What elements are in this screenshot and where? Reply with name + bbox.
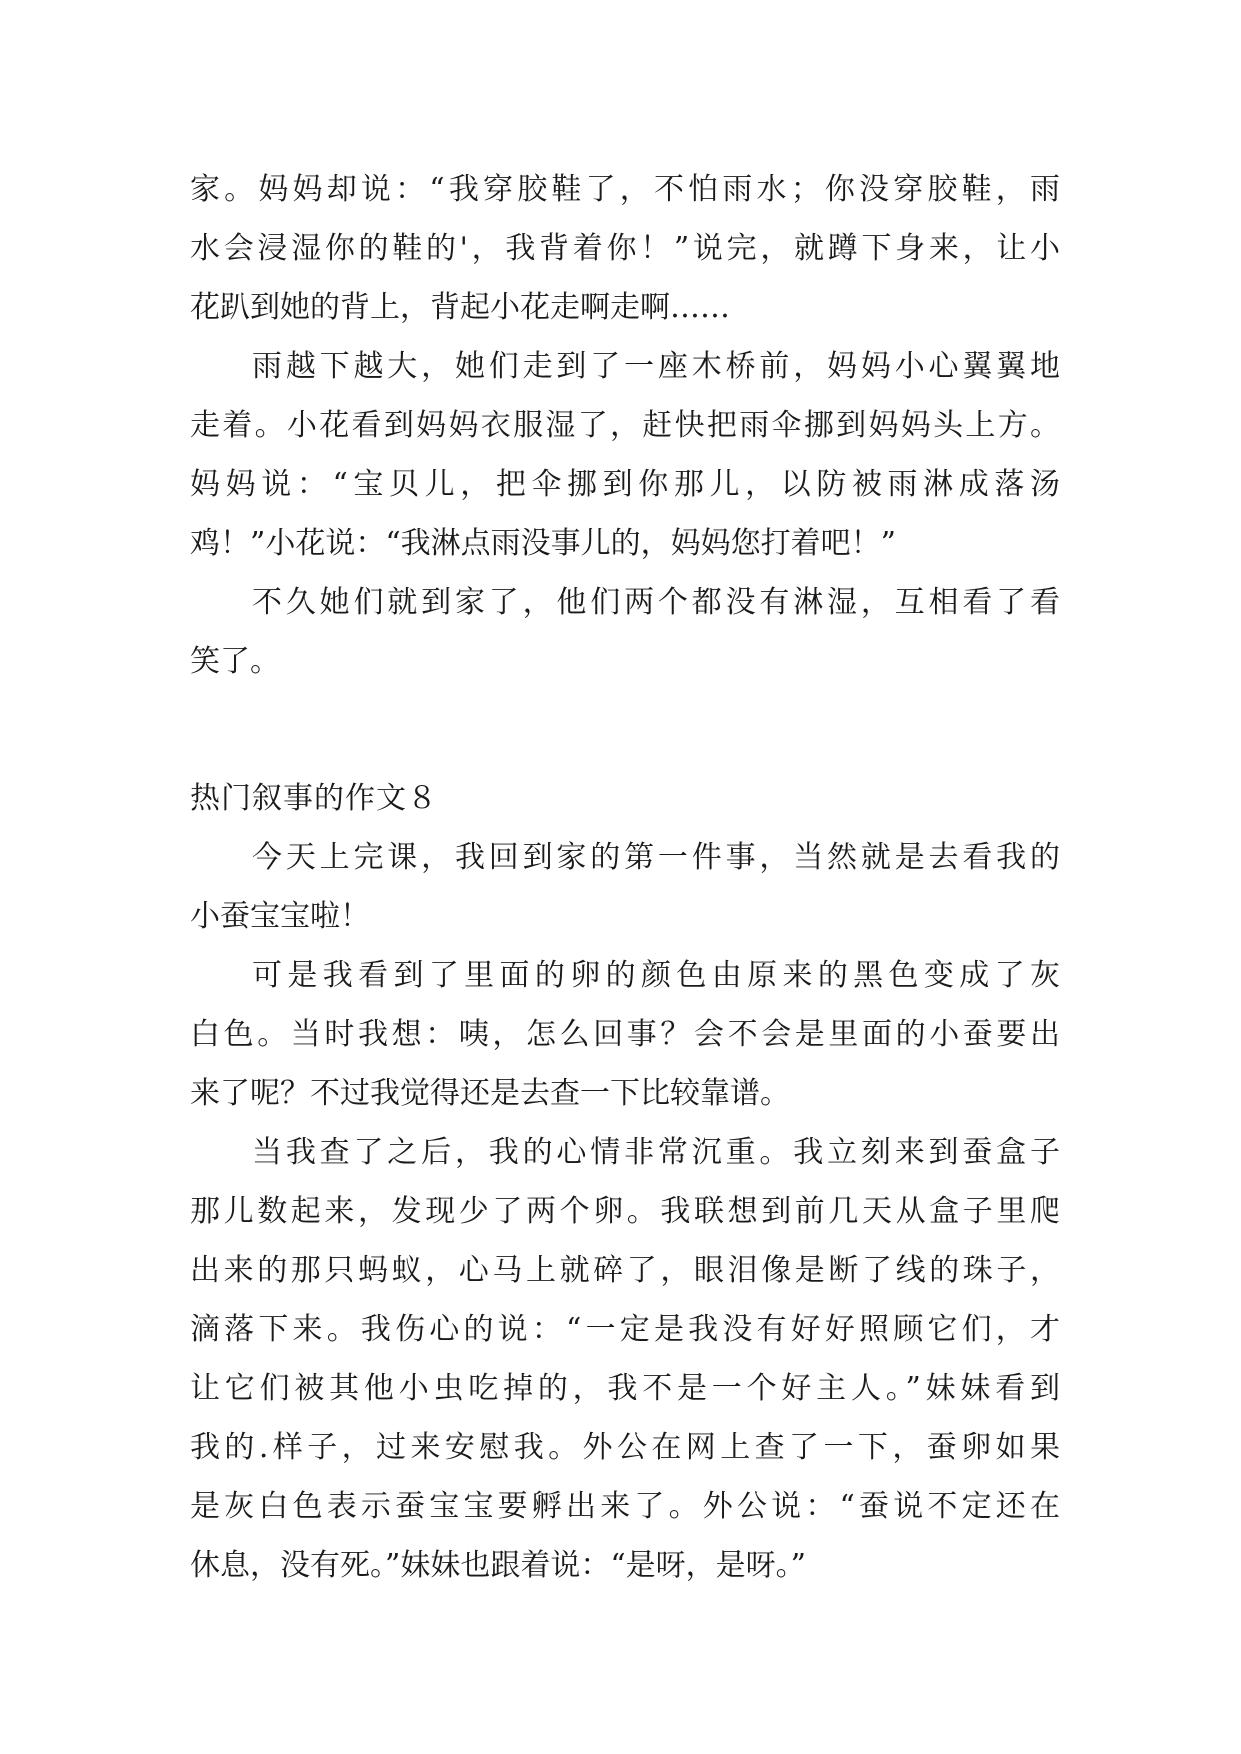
text-line: 花趴到她的背上，背起小花走啊走啊…… [190, 290, 730, 325]
text-line: 让它们被其他小虫吃掉的，我不是一个好主人。”妹妹看到 [190, 1371, 1060, 1406]
paragraph [190, 946, 1060, 1123]
text-line: 小蚕宝宝啦！ [190, 899, 370, 934]
text-line: 我的.样子，过来安慰我。外公在网上查了一下，蚕卵如果 [190, 1430, 1060, 1465]
text-line: 笑了。 [190, 644, 280, 679]
text-line: 走着。小花看到妈妈衣服湿了，赶快把雨伞挪到妈妈头上方。 [190, 408, 1060, 443]
text-line: 可是我看到了里面的卵的颜色由原来的黑色变成了灰 [252, 958, 1060, 993]
text-line: 水会浸湿你的鞋的'，我背着你！”说完，就蹲下身来，让小 [190, 231, 1060, 266]
text-line: 是灰白色表示蚕宝宝要孵出来了。外公说：“蚕说不定还在 [190, 1489, 1060, 1524]
text-line: 白色。当时我想：咦，怎么回事？会不会是里面的小蚕要出 [190, 1017, 1060, 1052]
text-line: 当我查了之后，我的心情非常沉重。我立刻来到蚕盒子 [252, 1135, 1060, 1170]
text-line: 家。妈妈却说：“我穿胶鞋了，不怕雨水；你没穿胶鞋，雨 [190, 172, 1060, 207]
section-gap [190, 691, 1060, 769]
text-line: 不久她们就到家了，他们两个都没有淋湿，互相看了看 [252, 585, 1060, 620]
text-line: 出来的那只蚂蚁，心马上就碎了，眼泪像是断了线的珠子， [190, 1253, 1060, 1288]
paragraph [190, 337, 1060, 573]
text-line: 滴落下来。我伤心的说：“一定是我没有好好照顾它们，才 [190, 1312, 1060, 1347]
text-line: 休息，没有死。”妹妹也跟着说：“是呀，是呀。” [190, 1548, 807, 1583]
text-line: 妈妈说：“宝贝儿，把伞挪到你那儿，以防被雨淋成落汤 [190, 467, 1060, 502]
text-line: 那儿数起来，发现少了两个卵。我联想到前几天从盒子里爬 [190, 1194, 1060, 1229]
paragraph [190, 1123, 1060, 1595]
text-line: 来了呢？不过我觉得还是去查一下比较靠谱。 [190, 1076, 790, 1111]
paragraph [190, 573, 1060, 691]
document-body [190, 160, 1060, 1595]
section-heading: 热门叙事的作文８ [190, 781, 438, 816]
paragraph [190, 828, 1060, 946]
text-line: 鸡！”小花说：“我淋点雨没事儿的，妈妈您打着吧！” [190, 526, 897, 561]
paragraph [190, 160, 1060, 337]
text-line: 雨越下越大，她们走到了一座木桥前，妈妈小心翼翼地 [252, 349, 1060, 384]
text-line: 今天上完课，我回到家的第一件事，当然就是去看我的 [252, 840, 1060, 875]
